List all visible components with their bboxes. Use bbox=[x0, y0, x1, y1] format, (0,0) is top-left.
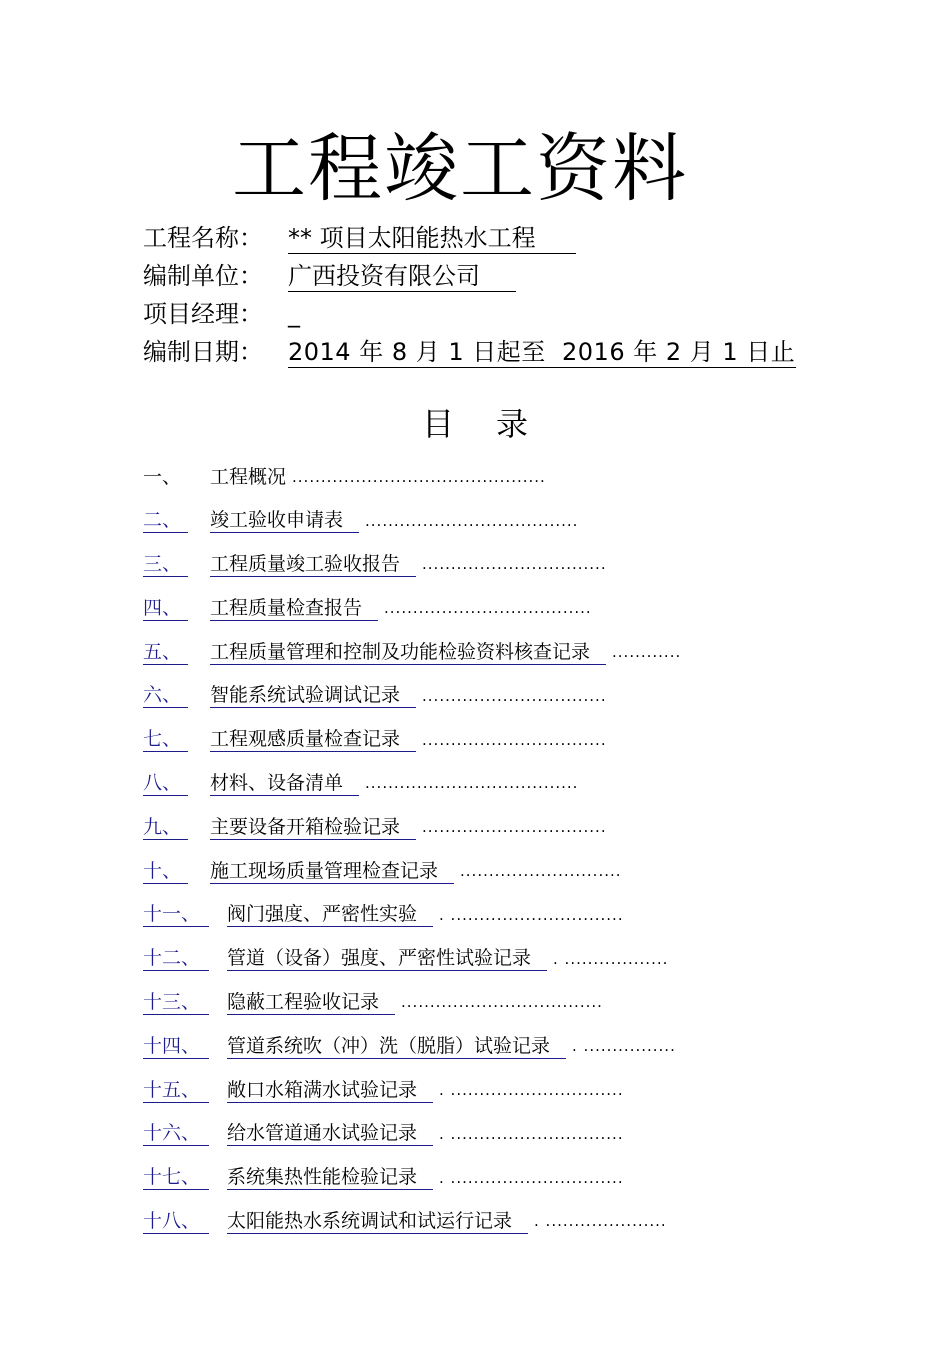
toc-entry[interactable] bbox=[143, 1156, 903, 1200]
toc-entry-number[interactable]: 三、 bbox=[143, 552, 188, 577]
toc-entry[interactable] bbox=[143, 805, 903, 849]
toc-entry-title: 材料、设备清单 bbox=[210, 771, 344, 794]
toc-entry-title: 工程观感质量检查记录 bbox=[210, 728, 401, 751]
toc-entry-number[interactable]: 一、 bbox=[143, 465, 182, 488]
toc-entry-number[interactable]: 八、 bbox=[143, 771, 188, 796]
toc-entry-leader-dots: ................................ bbox=[422, 818, 607, 837]
toc-entry[interactable] bbox=[143, 1200, 903, 1244]
toc-entry-leader-dots: .................................... bbox=[384, 599, 592, 618]
toc-entry-number[interactable]: 七、 bbox=[143, 727, 188, 752]
toc-entry-link[interactable] bbox=[227, 1078, 433, 1103]
toc-entry-number[interactable]: 六、 bbox=[143, 683, 188, 708]
toc-title bbox=[0, 405, 950, 443]
toc-entry-link[interactable] bbox=[210, 727, 416, 752]
toc-entry-leader-dots: . .............................. bbox=[439, 1081, 624, 1100]
toc-entry-title: 太阳能热水系统调试和试运行记录 bbox=[227, 1209, 513, 1232]
project-name-label: 工程名称： bbox=[143, 224, 263, 252]
toc-entry-title: 敞口水箱满水试验记录 bbox=[227, 1078, 418, 1101]
compile-date-value: 2014 年 8 月 1 日起至 2016 年 2 月 1 日止 bbox=[288, 338, 796, 366]
toc-entry-leader-dots: . .............................. bbox=[439, 1168, 624, 1187]
toc-entry-leader-dots: ............ bbox=[612, 643, 682, 662]
toc-entry[interactable] bbox=[143, 630, 903, 674]
toc-entry-title: 主要设备开箱检验记录 bbox=[210, 815, 401, 838]
toc-entry[interactable] bbox=[143, 981, 903, 1025]
toc-entry-link[interactable] bbox=[227, 1165, 433, 1190]
toc-entry-leader-dots: . .............................. bbox=[439, 905, 624, 924]
toc-entry-leader-dots: ................................ bbox=[422, 555, 607, 574]
toc-entry[interactable] bbox=[143, 1112, 903, 1156]
toc-entry-link[interactable] bbox=[210, 465, 286, 489]
toc-entry[interactable] bbox=[143, 586, 903, 630]
toc-title-char-2: 录 bbox=[496, 405, 529, 443]
toc-entry-leader-dots: ............................ bbox=[460, 862, 622, 881]
toc-entry-number[interactable]: 十八、 bbox=[143, 1209, 209, 1234]
toc-entry[interactable] bbox=[143, 718, 903, 762]
project-info bbox=[143, 218, 796, 370]
toc-entry-link[interactable] bbox=[210, 552, 416, 577]
toc-entry-title: 工程质量检查报告 bbox=[210, 596, 363, 619]
toc-entry-leader-dots: . ................ bbox=[572, 1037, 676, 1056]
toc-entry-number[interactable]: 十三、 bbox=[143, 990, 209, 1015]
compiler-unit-row bbox=[143, 256, 796, 294]
toc-entry-leader-dots: . .............................. bbox=[439, 1124, 624, 1143]
toc-entry-title: 管道（设备）强度、严密性试验记录 bbox=[227, 947, 532, 970]
compiler-unit-value: 广西投资有限公司 bbox=[288, 261, 516, 292]
toc-entry-title: 管道系统吹（冲）洗（脱脂）试验记录 bbox=[227, 1034, 551, 1057]
toc-entry[interactable] bbox=[143, 543, 903, 587]
toc-entry-leader-dots: ..................................... bbox=[365, 774, 579, 793]
toc-entry[interactable] bbox=[143, 762, 903, 806]
toc-entry-link[interactable] bbox=[210, 771, 359, 796]
toc-entry-number[interactable]: 十二、 bbox=[143, 946, 209, 971]
toc-entry-link[interactable] bbox=[210, 815, 416, 840]
toc-entry-link[interactable] bbox=[227, 1121, 433, 1146]
document-title: 工程竣工资料 bbox=[232, 126, 688, 212]
toc-entry-number[interactable]: 十、 bbox=[143, 859, 188, 884]
toc-entry-title: 阀门强度、严密性实验 bbox=[227, 903, 418, 926]
project-name-value: ** 项目太阳能热水工程 bbox=[288, 223, 576, 254]
toc-entry[interactable] bbox=[143, 1068, 903, 1112]
compile-date-label: 编制日期： bbox=[143, 338, 263, 366]
toc-entry-title: 工程质量竣工验收报告 bbox=[210, 552, 401, 575]
toc-entry-link[interactable] bbox=[210, 683, 416, 708]
toc-entry-link[interactable] bbox=[227, 990, 395, 1015]
toc-entry-title: 系统集热性能检验记录 bbox=[227, 1166, 418, 1189]
toc-entry-title: 工程质量管理和控制及功能检验资料核查记录 bbox=[210, 640, 591, 663]
toc-entry-link[interactable] bbox=[227, 946, 547, 971]
toc-entry-link[interactable] bbox=[227, 1034, 566, 1059]
toc-entry-leader-dots: ................................ bbox=[422, 730, 607, 749]
toc-entry-link[interactable] bbox=[227, 1209, 528, 1234]
toc-entry-number[interactable]: 二、 bbox=[143, 508, 188, 533]
project-manager-value: _ bbox=[288, 300, 300, 328]
toc-entry-leader-dots: ............................................ bbox=[292, 467, 546, 486]
project-name-row bbox=[143, 218, 796, 256]
toc-entry-number[interactable]: 十一、 bbox=[143, 902, 209, 927]
toc-entry-leader-dots: ................................... bbox=[401, 993, 603, 1012]
toc-entry[interactable] bbox=[143, 1024, 903, 1068]
toc-entry-title: 给水管道通水试验记录 bbox=[227, 1122, 418, 1145]
toc-entry-title: 隐蔽工程验收记录 bbox=[227, 990, 380, 1013]
toc-entry-number[interactable]: 九、 bbox=[143, 815, 188, 840]
toc-entry-number[interactable]: 十六、 bbox=[143, 1121, 209, 1146]
toc-entry[interactable] bbox=[143, 674, 903, 718]
toc-entry-title: 竣工验收申请表 bbox=[210, 509, 344, 532]
toc-entry[interactable] bbox=[143, 455, 903, 499]
toc-entry[interactable] bbox=[143, 499, 903, 543]
project-manager-row bbox=[143, 294, 796, 332]
toc-entry-title: 智能系统试验调试记录 bbox=[210, 684, 401, 707]
toc-entry-leader-dots: ..................................... bbox=[365, 511, 579, 530]
toc-title-char-1: 目 bbox=[421, 405, 454, 443]
project-manager-label: 项目经理： bbox=[143, 300, 263, 328]
compile-date-row bbox=[143, 332, 796, 370]
toc-entry-leader-dots: ................................ bbox=[422, 686, 607, 705]
toc-entry-link[interactable] bbox=[210, 859, 454, 884]
toc-entry-number[interactable]: 四、 bbox=[143, 596, 188, 621]
toc-entry-leader-dots: . ..................... bbox=[534, 1212, 667, 1231]
toc-entry-link[interactable] bbox=[210, 508, 359, 533]
table-of-contents bbox=[143, 455, 903, 1243]
toc-entry-leader-dots: . .................. bbox=[553, 949, 669, 968]
toc-entry[interactable] bbox=[143, 937, 903, 981]
toc-entry-number[interactable]: 五、 bbox=[143, 640, 188, 665]
toc-entry-title: 施工现场质量管理检查记录 bbox=[210, 859, 439, 882]
toc-entry-link[interactable] bbox=[210, 640, 606, 665]
compiler-unit-label: 编制单位： bbox=[143, 262, 263, 290]
toc-entry-link[interactable] bbox=[210, 596, 378, 621]
toc-entry-number[interactable]: 十七、 bbox=[143, 1165, 209, 1190]
toc-entry-link[interactable] bbox=[227, 902, 433, 927]
toc-entry-number[interactable]: 十四、 bbox=[143, 1034, 209, 1059]
toc-entry[interactable] bbox=[143, 849, 903, 893]
toc-entry-number[interactable]: 十五、 bbox=[143, 1078, 209, 1103]
toc-entry[interactable] bbox=[143, 893, 903, 937]
toc-entry-title: 工程概况 bbox=[210, 465, 287, 488]
